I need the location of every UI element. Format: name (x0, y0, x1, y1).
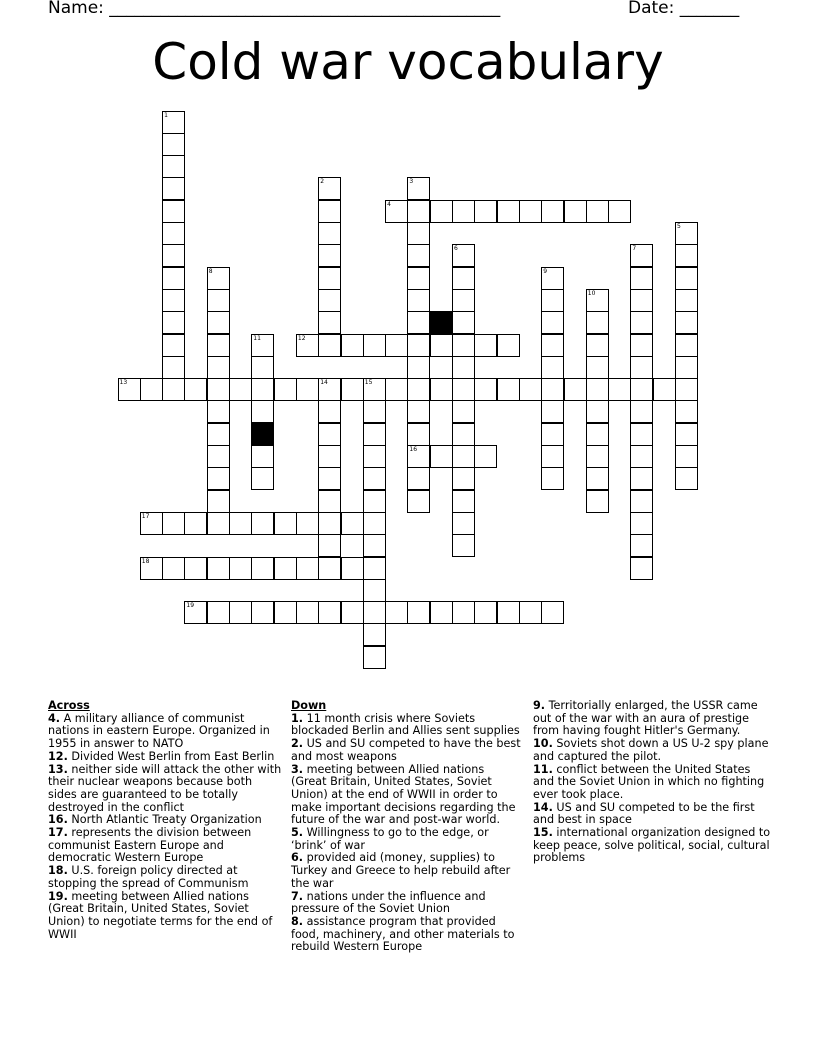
crossword-cell[interactable] (474, 445, 497, 468)
crossword-cell[interactable] (207, 445, 230, 468)
clue-number: 4. (48, 711, 61, 725)
down-heading: Down (291, 699, 327, 712)
clue-item (291, 852, 523, 890)
crossword-cell[interactable] (541, 200, 564, 223)
crossword-cell[interactable] (251, 334, 274, 357)
crossword-cell[interactable] (407, 200, 430, 223)
clue-item (48, 764, 284, 815)
clue-text: meeting between Allied nations (Great Britain, United States, Soviet Union) to negotiate terms for the end of WWII (48, 889, 273, 941)
crossword-cell[interactable] (162, 244, 185, 267)
crossword-cell[interactable] (296, 512, 319, 535)
crossword-cell[interactable] (586, 400, 609, 423)
name-field-label: Name: ______________________________________________ (48, 0, 501, 18)
crossword-cell[interactable] (251, 557, 274, 580)
crossword-cell[interactable] (207, 557, 230, 580)
crossword-cell[interactable] (229, 601, 252, 624)
clue-number: 8. (291, 914, 304, 928)
clue-number-label: 2 (320, 178, 325, 186)
crossword-cell[interactable] (318, 400, 341, 423)
crossword-cell[interactable] (318, 445, 341, 468)
crossword-cell[interactable] (586, 356, 609, 379)
crossword-cell[interactable] (251, 400, 274, 423)
crossword-cell[interactable] (341, 378, 364, 401)
crossword-cell[interactable] (452, 244, 475, 267)
clue-number-label: 12 (297, 334, 306, 342)
clue-item (533, 738, 773, 763)
crossword-cell[interactable] (675, 467, 698, 490)
crossword-cell[interactable] (407, 177, 430, 200)
crossword-cell[interactable] (229, 557, 252, 580)
clue-number-label: 4 (387, 200, 391, 208)
crossword-cell[interactable] (630, 289, 653, 312)
clue-text: nations under the influence and pressure of the Soviet Union (291, 889, 486, 916)
crossword-cell[interactable] (407, 423, 430, 446)
crossword-cell[interactable] (296, 378, 319, 401)
clue-number-label: 7 (632, 245, 637, 253)
crossword-cell[interactable] (541, 467, 564, 490)
crossword-cell[interactable] (407, 378, 430, 401)
clue-item (291, 916, 523, 954)
clue-text: assistance program that provided food, machinery, and other materials to rebuild Western Europe (291, 914, 515, 954)
crossword-cell[interactable] (251, 467, 274, 490)
clue-item (291, 764, 523, 828)
clue-text: Willingness to go to the edge, or ‘brink’ of war (291, 826, 489, 852)
crossword-cell[interactable] (207, 467, 230, 490)
crossword-cell[interactable] (341, 512, 364, 535)
clue-number: 14. (533, 800, 553, 814)
crossword-cell[interactable] (675, 378, 698, 401)
crossword-cell[interactable] (296, 334, 319, 357)
clue-number-label: 13 (119, 379, 128, 387)
crossword-cell[interactable] (407, 334, 430, 357)
clue-number-label: 1 (164, 111, 168, 119)
crossword-cell[interactable] (140, 512, 163, 535)
clue-text: US and SU competed to be the first and best in space (533, 800, 755, 827)
crossword-cell[interactable] (363, 512, 386, 535)
crossword-cell[interactable] (385, 334, 408, 357)
crossword-cell[interactable] (452, 601, 475, 624)
crossword-cell[interactable] (452, 356, 475, 379)
crossword-cell[interactable] (541, 356, 564, 379)
crossword-cell[interactable] (519, 200, 542, 223)
crossword-cell[interactable] (207, 267, 230, 290)
clue-text: conflict between the United States and the Soviet Union in which no fighting ever took place. (533, 762, 765, 801)
crossword-cell[interactable] (162, 267, 185, 290)
crossword-cell[interactable] (184, 557, 207, 580)
crossword-cell[interactable] (162, 378, 185, 401)
crossword-cell[interactable] (452, 490, 475, 513)
clue-text: North Atlantic Treaty Organization (67, 813, 262, 827)
clue-number-label: 14 (320, 379, 328, 387)
crossword-cell[interactable] (318, 601, 341, 624)
clue-number: 13. (48, 762, 68, 776)
crossword-cell[interactable] (497, 200, 520, 223)
crossword-cell[interactable] (385, 200, 408, 223)
clue-number-label: 18 (141, 557, 150, 565)
crossword-cell[interactable] (318, 334, 341, 357)
clue-number: 18. (48, 864, 68, 878)
crossword-cell[interactable] (630, 534, 653, 557)
crossword-cell[interactable] (586, 490, 609, 513)
clue-text: represents the division between communist Eastern Europe and democratic Western Europe (48, 826, 252, 865)
clue-number-label: 9 (543, 267, 548, 275)
crossword-cell[interactable] (430, 378, 453, 401)
crossword-cell[interactable] (207, 289, 230, 312)
crossword-cell[interactable] (630, 311, 653, 334)
crossword-cell[interactable] (474, 200, 497, 223)
crossword-cell[interactable] (207, 512, 230, 535)
clue-text: US and SU competed to have the best and most weapons (291, 737, 521, 763)
crossword-cell[interactable] (541, 289, 564, 312)
clue-number-label: 10 (587, 289, 596, 297)
crossword-cell[interactable] (541, 334, 564, 357)
clue-number: 12. (48, 749, 68, 763)
crossword-cell[interactable] (162, 311, 185, 334)
crossword-cell[interactable] (207, 601, 230, 624)
crossword-cell[interactable] (630, 423, 653, 446)
clue-item (533, 827, 773, 865)
crossword-cell[interactable] (318, 512, 341, 535)
crossword-cell[interactable] (630, 445, 653, 468)
crossword-cell[interactable] (608, 200, 631, 223)
clue-number: 19. (48, 889, 68, 903)
crossword-cell[interactable] (586, 200, 609, 223)
clue-number: 16. (48, 813, 68, 827)
clue-item (533, 700, 773, 738)
crossword-cell[interactable] (407, 490, 430, 513)
crossword-cell[interactable] (184, 378, 207, 401)
crossword-cell[interactable] (541, 378, 564, 401)
clue-item (48, 827, 284, 865)
crossword-cell[interactable] (207, 423, 230, 446)
crossword-cell[interactable] (251, 356, 274, 379)
crossword-cell[interactable] (184, 512, 207, 535)
crossword-cell[interactable] (452, 445, 475, 468)
clue-number-label: 3 (409, 178, 414, 186)
crossword-cell[interactable] (162, 512, 185, 535)
clue-item (48, 891, 284, 942)
clue-number: 2. (291, 737, 304, 751)
crossword-cell[interactable] (363, 646, 386, 669)
crossword-cell[interactable] (630, 490, 653, 513)
across-heading: Across (48, 699, 90, 712)
crossword-cell[interactable] (385, 601, 408, 624)
crossword-cell[interactable] (541, 601, 564, 624)
crossword-cell[interactable] (363, 601, 386, 624)
page-title: Cold war vocabulary (152, 33, 664, 91)
clue-number: 17. (48, 826, 68, 840)
crossword-cell[interactable] (586, 311, 609, 334)
crossword-cell[interactable] (118, 378, 141, 401)
crossword-cell[interactable] (630, 334, 653, 357)
crossword-cell[interactable] (318, 467, 341, 490)
clue-number: 7. (291, 889, 304, 903)
crossword-cell[interactable] (296, 601, 319, 624)
crossword-cell[interactable] (318, 267, 341, 290)
crossword-cell[interactable] (497, 378, 520, 401)
crossword-cell[interactable] (675, 244, 698, 267)
crossword-cell[interactable] (430, 601, 453, 624)
crossword-cell[interactable] (207, 400, 230, 423)
crossword-cell[interactable] (140, 557, 163, 580)
crossword-cell[interactable] (407, 445, 430, 468)
crossword-cell[interactable] (251, 378, 274, 401)
clue-text: neither side will attack the other with their nuclear weapons because both sides are guaranteed to be totally destroyed in the conflict (48, 762, 282, 814)
crossword-cell[interactable] (318, 311, 341, 334)
crossword-cell[interactable] (318, 557, 341, 580)
crossword-cell[interactable] (430, 445, 453, 468)
crossword-cell[interactable] (430, 200, 453, 223)
clue-number-label: 6 (454, 245, 458, 253)
clue-item (533, 802, 773, 827)
crossword-cell[interactable] (586, 289, 609, 312)
black-square (251, 423, 274, 446)
crossword-cell[interactable] (630, 378, 653, 401)
crossword-cell[interactable] (162, 334, 185, 357)
crossword-cell[interactable] (162, 356, 185, 379)
clue-text: A military alliance of communist nations in eastern Europe. Organized in 1955 in answer to NATO (48, 711, 270, 751)
clue-item (291, 713, 523, 738)
crossword-cell[interactable] (474, 334, 497, 357)
clue-number: 10. (533, 737, 553, 751)
crossword-cell[interactable] (541, 423, 564, 446)
clue-number-label: 11 (253, 334, 261, 342)
crossword-cell[interactable] (363, 557, 386, 580)
crossword-cell[interactable] (586, 334, 609, 357)
crossword-cell[interactable] (162, 133, 185, 156)
crossword-cell[interactable] (675, 356, 698, 379)
crossword-cell[interactable] (207, 378, 230, 401)
crossword-cell[interactable] (630, 467, 653, 490)
crossword-cell[interactable] (608, 378, 631, 401)
crossword-cell[interactable] (430, 334, 453, 357)
crossword-cell[interactable] (675, 222, 698, 245)
crossword-cell[interactable] (630, 356, 653, 379)
clue-number: 15. (533, 826, 553, 840)
crossword-cell[interactable] (407, 267, 430, 290)
crossword-cell[interactable] (564, 200, 587, 223)
across-clues (48, 700, 284, 941)
crossword-cell[interactable] (385, 378, 408, 401)
crossword-cell[interactable] (541, 311, 564, 334)
crossword-cell[interactable] (630, 244, 653, 267)
crossword-cell[interactable] (318, 289, 341, 312)
crossword-cell[interactable] (519, 378, 542, 401)
crossword-cell[interactable] (363, 490, 386, 513)
clue-text: provided aid (money, supplies) to Turkey and Greece to help rebuild after the war (291, 851, 511, 890)
crossword-cell[interactable] (318, 378, 341, 401)
crossword-cell[interactable] (318, 244, 341, 267)
crossword-cell[interactable] (675, 289, 698, 312)
crossword-cell[interactable] (452, 467, 475, 490)
crossword-cell[interactable] (318, 222, 341, 245)
crossword-cell[interactable] (207, 334, 230, 357)
clue-number: 1. (291, 711, 304, 725)
crossword-cell[interactable] (452, 267, 475, 290)
crossword-cell[interactable] (452, 289, 475, 312)
crossword-cell[interactable] (251, 512, 274, 535)
crossword-cell[interactable] (318, 490, 341, 513)
crossword-cell[interactable] (140, 378, 163, 401)
clue-number-label: 5 (677, 223, 681, 230)
clue-number-label: 19 (186, 602, 195, 610)
crossword-cell[interactable] (586, 467, 609, 490)
crossword-cell[interactable] (407, 467, 430, 490)
crossword-cell[interactable] (675, 400, 698, 423)
crossword-cell[interactable] (318, 177, 341, 200)
crossword-cell[interactable] (474, 378, 497, 401)
crossword-cell[interactable] (184, 601, 207, 624)
crossword-cell[interactable] (675, 267, 698, 290)
crossword-cell[interactable] (407, 356, 430, 379)
crossword-cell[interactable] (341, 601, 364, 624)
crossword-cell[interactable] (318, 423, 341, 446)
crossword-cell[interactable] (519, 601, 542, 624)
crossword-cell[interactable] (407, 289, 430, 312)
clue-text: Divided West Berlin from East Berlin (67, 749, 275, 763)
crossword-cell[interactable] (630, 400, 653, 423)
clue-item (291, 827, 523, 852)
clue-number-label: 16 (409, 446, 418, 453)
clue-text: meeting between Allied nations (Great Britain, United States, Soviet Union) at the end of WWII in order to make important decisions regarding the future of the war and post-war world. (291, 762, 516, 827)
clue-item (291, 891, 523, 916)
clue-number: 11. (533, 762, 553, 776)
crossword-cell[interactable] (162, 200, 185, 223)
crossword-cell[interactable] (630, 557, 653, 580)
crossword-cell[interactable] (363, 623, 386, 646)
down-clues (291, 700, 523, 954)
crossword-cell[interactable] (407, 222, 430, 245)
crossword-cell[interactable] (653, 378, 676, 401)
crossword-cell[interactable] (630, 512, 653, 535)
crossword-cell[interactable] (452, 311, 475, 334)
crossword-cell[interactable] (363, 534, 386, 557)
clue-item (533, 764, 773, 802)
crossword-cell[interactable] (675, 334, 698, 357)
clue-number-label: 15 (364, 379, 373, 387)
crossword-cell[interactable] (207, 490, 230, 513)
crossword-cell[interactable] (586, 378, 609, 401)
crossword-cell[interactable] (407, 601, 430, 624)
crossword-cell[interactable] (229, 378, 252, 401)
crossword-cell[interactable] (363, 423, 386, 446)
crossword-cell[interactable] (162, 222, 185, 245)
black-square (430, 311, 453, 334)
crossword-cell[interactable] (541, 445, 564, 468)
crossword-cell[interactable] (274, 512, 297, 535)
crossword-cell[interactable] (341, 557, 364, 580)
crossword-cell[interactable] (229, 512, 252, 535)
crossword-cell[interactable] (452, 400, 475, 423)
crossword-cell[interactable] (207, 311, 230, 334)
clue-number-label: 8 (208, 267, 213, 275)
crossword-cell[interactable] (274, 557, 297, 580)
crossword-cell[interactable] (162, 557, 185, 580)
crossword-cell[interactable] (452, 334, 475, 357)
clue-number: 3. (291, 762, 304, 776)
crossword-cell[interactable] (341, 334, 364, 357)
clue-text: international organization designed to keep peace, solve political, social, cultural problems (533, 826, 771, 865)
clue-text: Territorially enlarged, the USSR came out of the war with an aura of prestige from having fought Hitler's Germany. (533, 699, 758, 738)
crossword-cell[interactable] (630, 267, 653, 290)
crossword-cell[interactable] (162, 155, 185, 178)
crossword-cell[interactable] (541, 267, 564, 290)
crossword-cell[interactable] (296, 557, 319, 580)
crossword-cell[interactable] (363, 445, 386, 468)
crossword-cell[interactable] (363, 378, 386, 401)
clue-item (48, 713, 284, 751)
crossword-cell[interactable] (497, 601, 520, 624)
down-clues-continued (533, 700, 773, 865)
crossword-cell[interactable] (162, 177, 185, 200)
clue-text: 11 month crisis where Soviets blockaded Berlin and Allies sent supplies (291, 711, 520, 738)
crossword-cell[interactable] (675, 423, 698, 446)
date-field-label: Date: _______ (628, 0, 740, 18)
crossword-cell[interactable] (318, 534, 341, 557)
crossword-cell[interactable] (564, 378, 587, 401)
crossword-cell[interactable] (452, 534, 475, 557)
crossword-cell[interactable] (162, 111, 185, 134)
crossword-cell[interactable] (407, 311, 430, 334)
clue-number: 5. (291, 826, 304, 840)
crossword-cell[interactable] (675, 311, 698, 334)
crossword-cell[interactable] (586, 423, 609, 446)
crossword-cell[interactable] (251, 601, 274, 624)
crossword-cell[interactable] (497, 334, 520, 357)
crossword-cell[interactable] (363, 334, 386, 357)
crossword-cell[interactable] (207, 356, 230, 379)
crossword-cell[interactable] (452, 423, 475, 446)
crossword-cell[interactable] (363, 579, 386, 602)
clue-number: 9. (533, 699, 546, 712)
clue-item (48, 865, 284, 890)
crossword-cell[interactable] (162, 289, 185, 312)
clue-number: 6. (291, 851, 304, 865)
crossword-cell[interactable] (541, 400, 564, 423)
crossword-cell[interactable] (586, 445, 609, 468)
crossword-cell[interactable] (474, 601, 497, 624)
crossword-cell[interactable] (452, 200, 475, 223)
crossword-cell[interactable] (452, 378, 475, 401)
crossword-cell[interactable] (251, 445, 274, 468)
crossword-cell[interactable] (675, 445, 698, 468)
clue-text: Soviets shot down a US U-2 spy plane and captured the pilot. (533, 737, 769, 763)
crossword-cell[interactable] (407, 244, 430, 267)
crossword-cell[interactable] (452, 512, 475, 535)
clue-item (291, 738, 523, 763)
crossword-cell[interactable] (363, 400, 386, 423)
crossword-cell[interactable] (407, 400, 430, 423)
crossword-cell[interactable] (274, 378, 297, 401)
crossword-cell[interactable] (274, 601, 297, 624)
crossword-cell[interactable] (318, 200, 341, 223)
clue-text: U.S. foreign policy directed at stopping the spread of Communism (48, 864, 249, 890)
crossword-cell[interactable] (363, 467, 386, 490)
clue-number-label: 17 (141, 512, 150, 520)
